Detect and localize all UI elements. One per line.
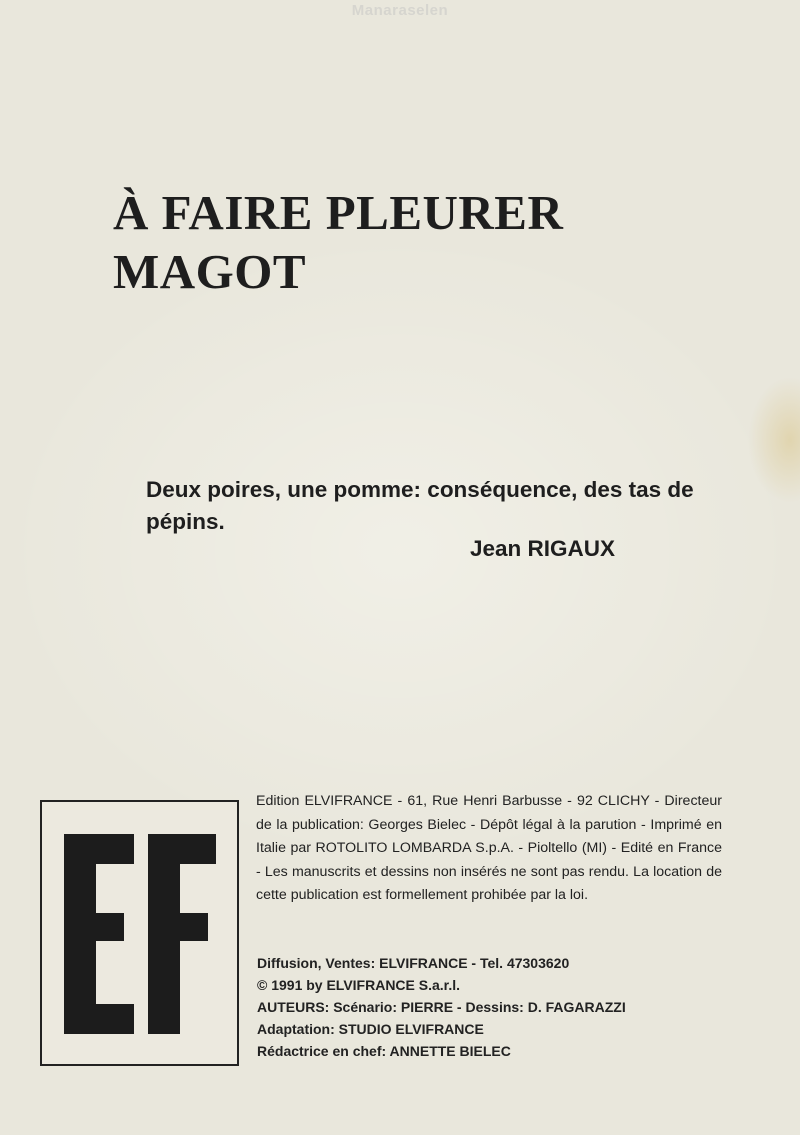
credits-diffusion: Diffusion, Ventes: ELVIFRANCE - Tel. 47303620 — [257, 955, 570, 971]
watermark-text: Manaraselen — [351, 2, 449, 19]
book-title-line-1: À FAIRE PLEURER — [113, 185, 564, 240]
book-title-line-2: MAGOT — [113, 244, 307, 299]
epigraph-author: Jean RIGAUX — [470, 536, 616, 561]
credits-auteurs: AUTEURS: Scénario: PIERRE - Dessins: D. FAGARAZZI — [257, 999, 626, 1015]
credits-block — [257, 952, 737, 1062]
publisher-logo — [40, 800, 239, 1066]
logo-lettering: EF — [42, 802, 44, 803]
book-title — [113, 183, 563, 301]
credits-copyright: © 1991 by ELVIFRANCE S.a.r.l. — [257, 977, 461, 993]
epigraph-quote: Deux poires, une pomme: conséquence, des tas de pépins. — [146, 477, 694, 534]
imprint-legal-notice: Edition ELVIFRANCE - 61, Rue Henri Barbusse - 92 CLICHY - Directeur de la publication: Georges Bielec - Dépôt légal à la parution - Imprimé en Italie par ROTOLITO LOMBARDA S.p.A. - Pioltello (MI) - Edité en France - Les manuscrits et dessins non insérés ne sont pas rendu. La location de cette publication est formellement prohibée par la loi. — [256, 793, 722, 903]
ef-logo-icon — [42, 802, 237, 1064]
credits-adaptation: Adaptation: STUDIO ELVIFRANCE — [257, 1021, 484, 1037]
credits-redactrice: Rédactrice en chef: ANNETTE BIELEC — [257, 1043, 511, 1059]
